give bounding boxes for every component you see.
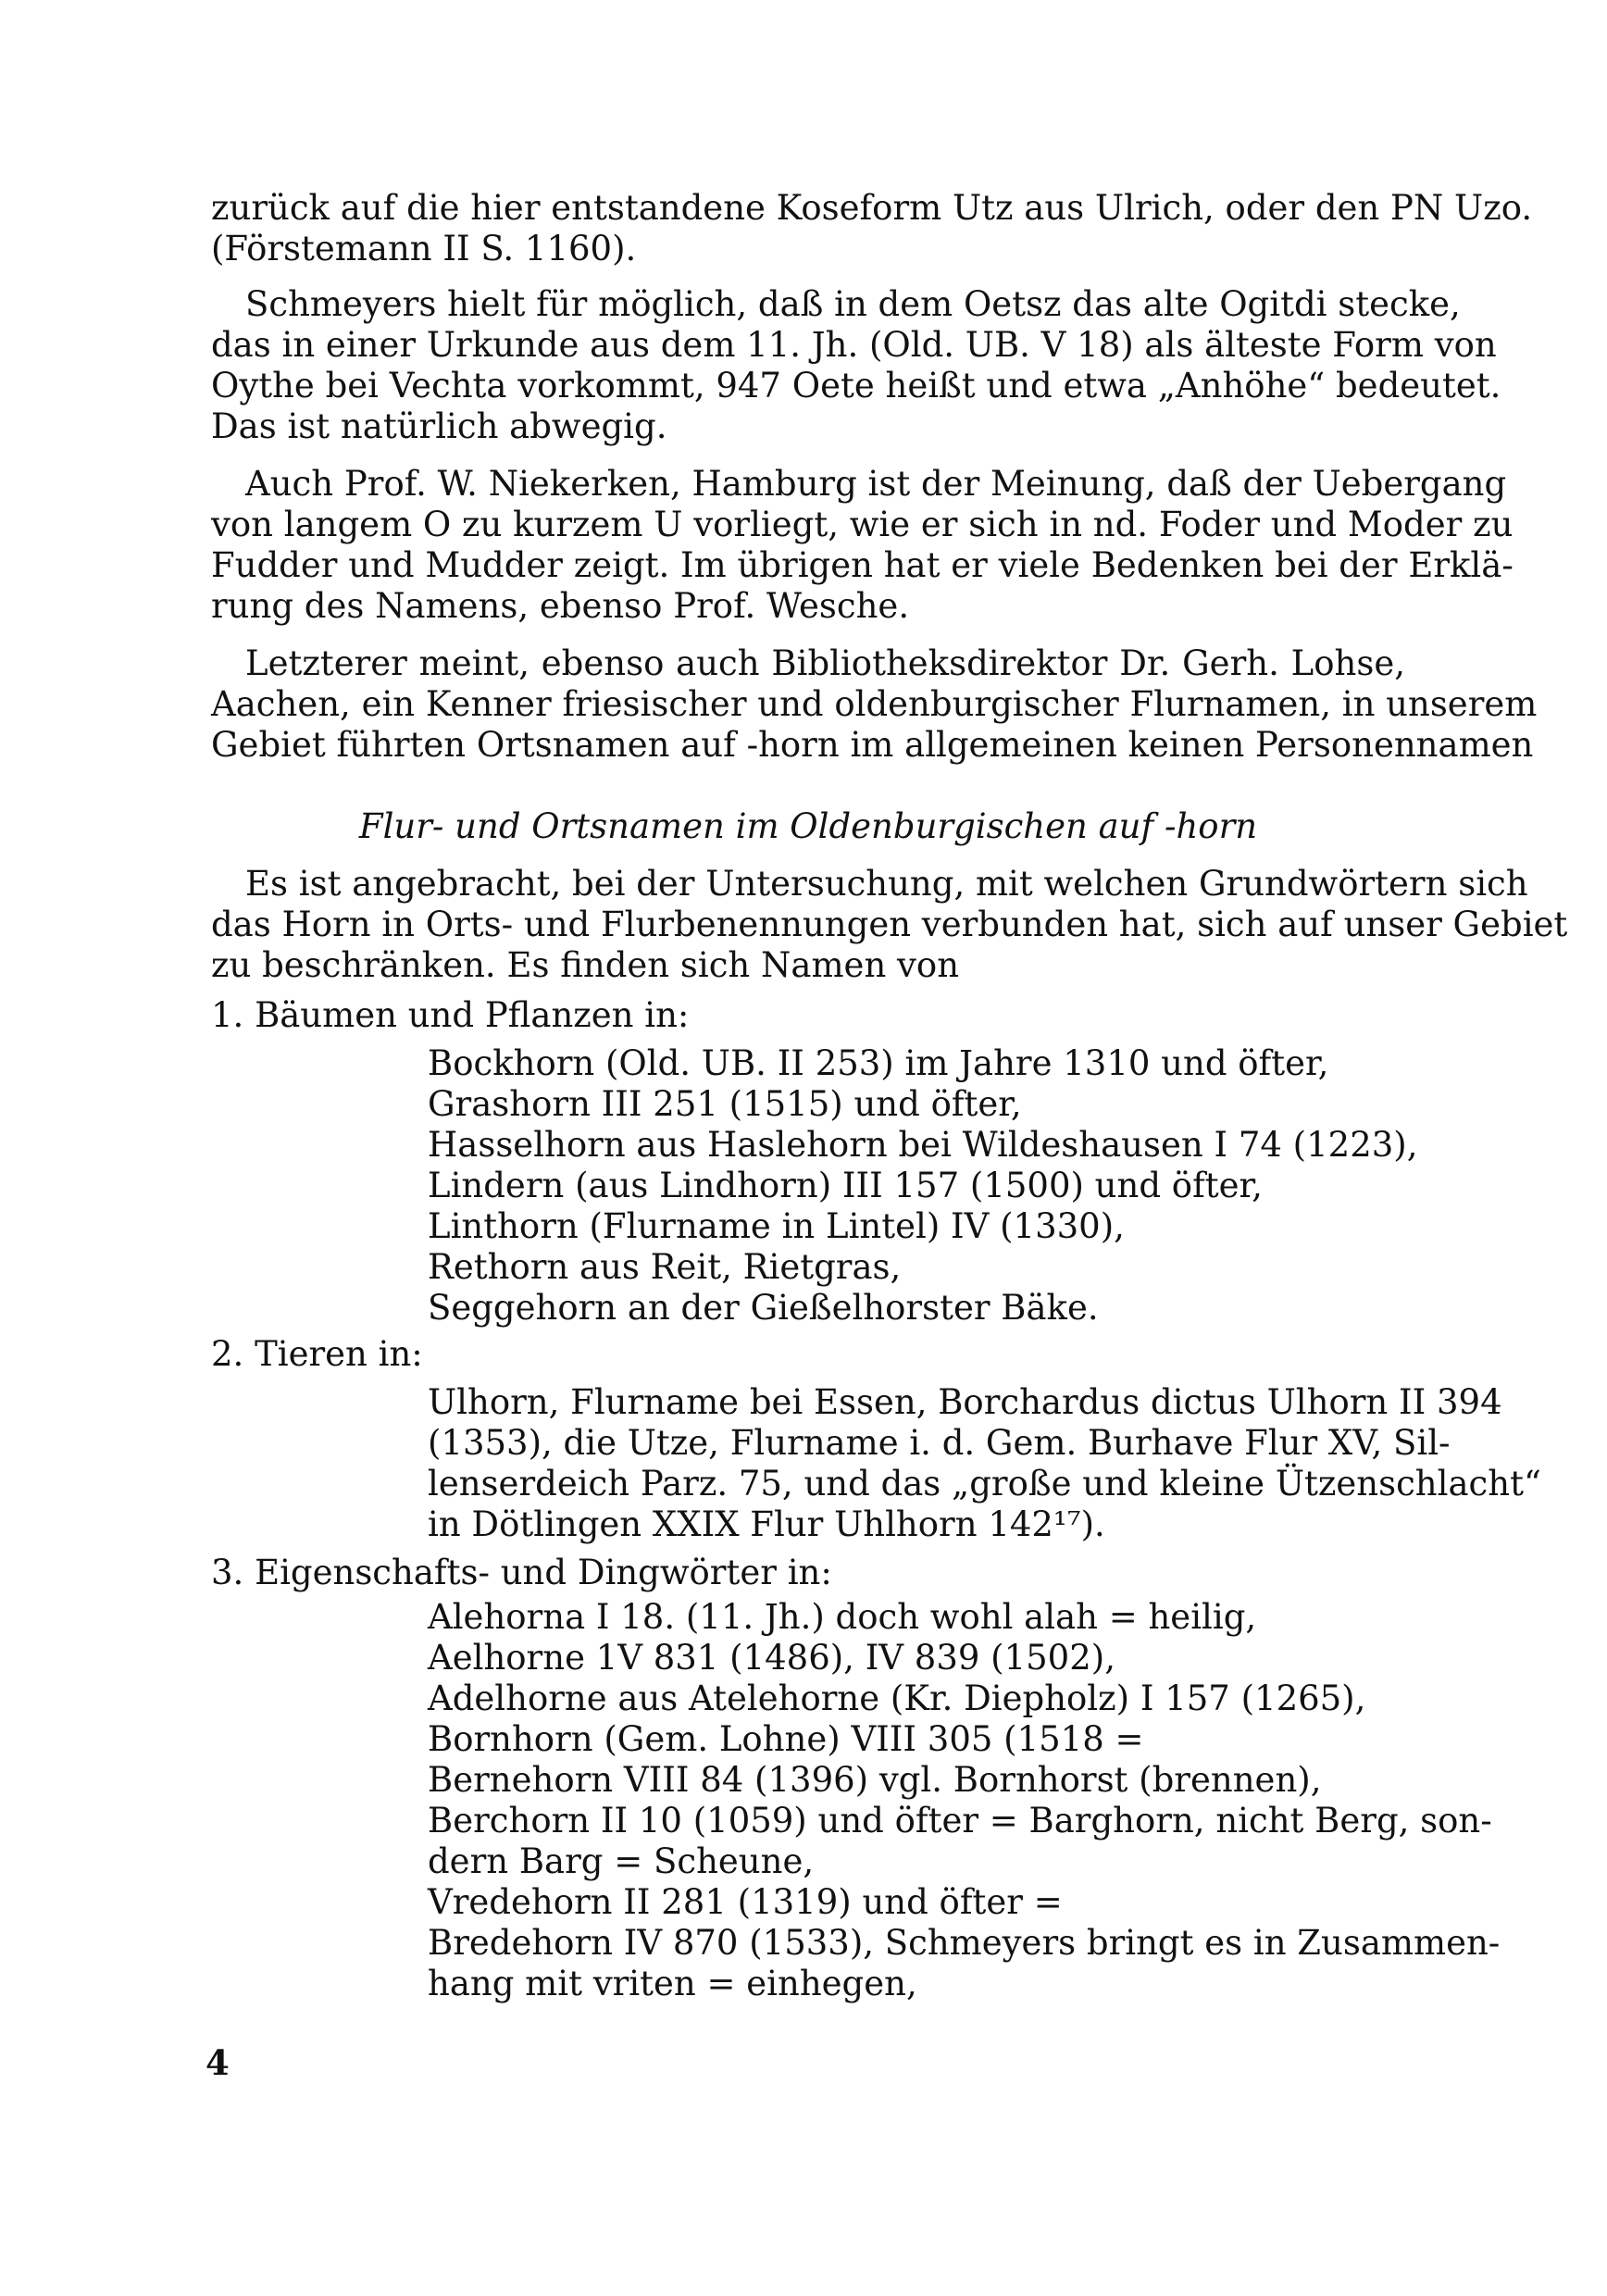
list-label: 1. Bäumen und Pflanzen in: bbox=[211, 995, 690, 1035]
list-item: Linthorn (Flurname in Lintel) IV (1330), bbox=[428, 1206, 1125, 1246]
list-item: Ulhorn, Flurname bei Essen, Borchardus dictus Ulhorn II 394 bbox=[428, 1382, 1502, 1422]
list-item: (1353), die Utze, Flurname i. d. Gem. Burhave Flur XV, Sil- bbox=[428, 1423, 1451, 1463]
list-item: Hasselhorn aus Haslehorn bei Wildeshausen I 74 (1223), bbox=[428, 1125, 1418, 1165]
list-item: Adelhorne aus Atelehorne (Kr. Diepholz) I 157 (1265), bbox=[428, 1678, 1366, 1718]
list-item: Vredehorn II 281 (1319) und öfter = bbox=[428, 1882, 1063, 1922]
text-line: Oythe bei Vechta vorkommt, 947 Oete heißt und etwa „Anhöhe“ bedeutet. bbox=[211, 366, 1501, 406]
list-item: Bockhorn (Old. UB. II 253) im Jahre 1310 und öfter, bbox=[428, 1043, 1329, 1083]
list-item: in Dötlingen XXIX Flur Uhlhorn 142¹⁷). bbox=[428, 1504, 1105, 1544]
text-line: rung des Namens, ebenso Prof. Wesche. bbox=[211, 586, 910, 626]
list-label: 2. Tieren in: bbox=[211, 1334, 423, 1374]
text-line: das Horn in Orts- und Flurbenennungen verbunden hat, sich auf unser Gebiet bbox=[211, 905, 1568, 944]
list-item: Bornhorn (Gem. Lohne) VIII 305 (1518 = bbox=[428, 1719, 1144, 1759]
list-item: Alehorna I 18. (11. Jh.) doch wohl alah = heilig, bbox=[428, 1597, 1257, 1637]
text-line: Das ist natürlich abwegig. bbox=[211, 406, 667, 446]
list-item: Bernehorn VIII 84 (1396) vgl. Bornhorst (brennen), bbox=[428, 1760, 1322, 1800]
text-line: Fudder und Mudder zeigt. Im übrigen hat er viele Bedenken bei der Erklä- bbox=[211, 545, 1514, 585]
list-item: hang mit vriten = einhegen, bbox=[428, 1964, 917, 2003]
list-item: lenserdeich Parz. 75, und das „große und kleine Ützenschlacht“ bbox=[428, 1464, 1541, 1504]
page-number: 4 bbox=[206, 2042, 230, 2083]
section-heading: Flur- und Ortsnamen im Oldenburgischen auf -horn bbox=[358, 806, 1258, 846]
text-line: Schmeyers hielt für möglich, daß in dem Oetsz das alte Ogitdi stecke, bbox=[245, 284, 1461, 324]
text-line: Gebiet führten Ortsnamen auf -horn im allgemeinen keinen Personennamen bbox=[211, 725, 1534, 765]
text-line: von langem O zu kurzem U vorliegt, wie er sich in nd. Foder und Moder zu bbox=[211, 505, 1514, 544]
list-item: Rethorn aus Reit, Rietgras, bbox=[428, 1247, 902, 1287]
list-item: Bredehorn IV 870 (1533), Schmeyers bringt es in Zusammen- bbox=[428, 1923, 1501, 1963]
text-line: Es ist angebracht, bei der Untersuchung, mit welchen Grundwörtern sich bbox=[245, 864, 1528, 904]
list-item: Lindern (aus Lindhorn) III 157 (1500) und öfter, bbox=[428, 1166, 1263, 1205]
list-item: Aelhorne 1V 831 (1486), IV 839 (1502), bbox=[428, 1638, 1115, 1678]
text-line: (Förstemann II S. 1160). bbox=[211, 229, 637, 268]
list-item: Berchorn II 10 (1059) und öfter = Barghorn, nicht Berg, son- bbox=[428, 1801, 1492, 1841]
text-line: zurück auf die hier entstandene Koseform Utz aus Ulrich, oder den PN Uzo. bbox=[211, 188, 1533, 228]
text-line: das in einer Urkunde aus dem 11. Jh. (Old. UB. V 18) als älteste Form von bbox=[211, 325, 1497, 365]
list-label: 3. Eigenschafts- und Dingwörter in: bbox=[211, 1553, 832, 1592]
list-item: Grashorn III 251 (1515) und öfter, bbox=[428, 1084, 1022, 1124]
list-item: dern Barg = Scheune, bbox=[428, 1841, 815, 1881]
text-line: Aachen, ein Kenner friesischer und oldenburgischer Flurnamen, in unserem bbox=[211, 684, 1538, 724]
text-line: Auch Prof. W. Niekerken, Hamburg ist der Meinung, daß der Uebergang bbox=[245, 464, 1507, 504]
list-item: Seggehorn an der Gießelhorster Bäke. bbox=[428, 1288, 1099, 1328]
text-line: zu beschränken. Es finden sich Namen von bbox=[211, 945, 960, 985]
text-line: Letzterer meint, ebenso auch Bibliotheksdirektor Dr. Gerh. Lohse, bbox=[245, 643, 1405, 683]
